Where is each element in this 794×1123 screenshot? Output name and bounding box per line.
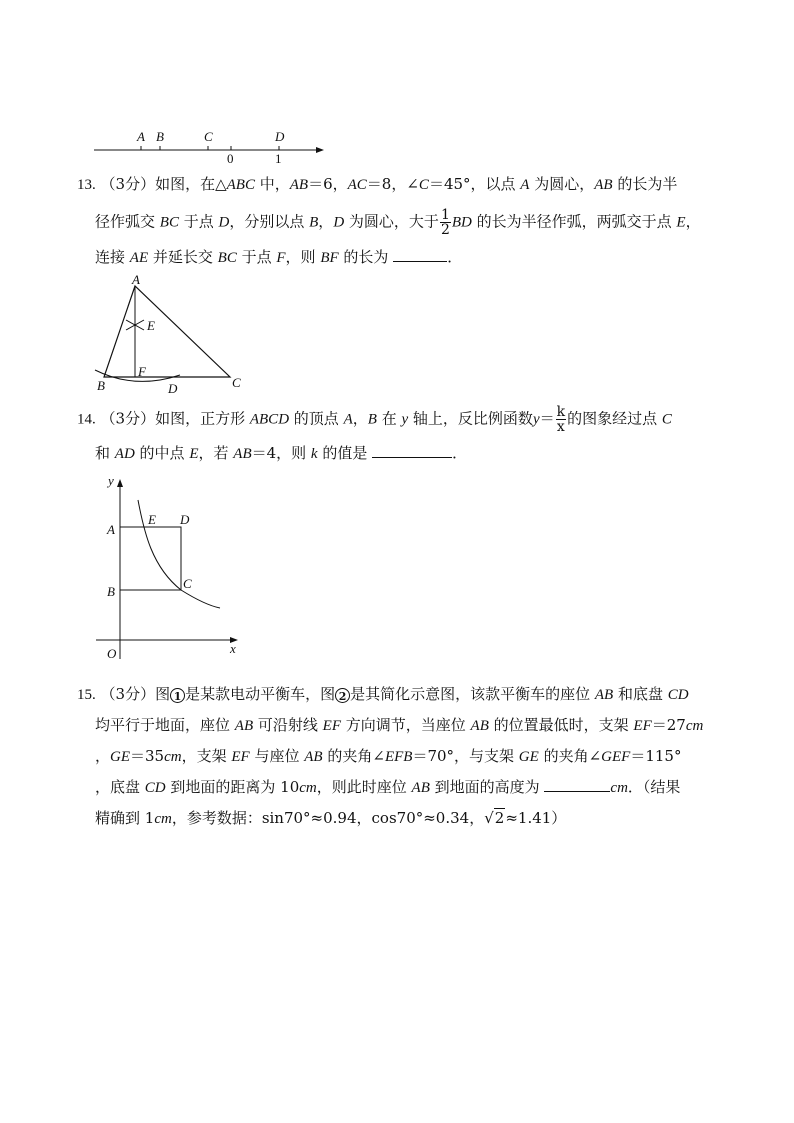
q13-fig-label-e: E [147,318,155,333]
q14-fig-label-o: O [107,646,117,661]
q14-coordinate-figure [92,472,252,664]
q14-fig-label-x: x [230,641,236,656]
number-line-figure [90,125,330,167]
q14-fig-label-y: y [108,473,114,488]
numberline-label-c: C [204,129,213,144]
q15-line-5: 精确到 1cm，参考数据：sin70°≈0.94，cos70°≈0.34，√2≈1.41） [95,809,567,827]
q13-fig-label-b: B [97,378,105,393]
q13-score: （3分） [100,175,156,193]
q13-line-3: 连接 AE 并延长交 BC 于点 F，则 BF 的长为 ． [95,248,463,266]
q14-line-2: 和 AD 的中点 E，若 AB＝4，则 k 的值是 ． [95,444,468,462]
q13-fig-label-d: D [168,381,178,394]
q14-fig-label-d: D [180,512,190,527]
q14-fig-label-b: B [107,584,115,599]
q13-triangle-figure [90,272,260,394]
q13-fig-label-f: F [138,364,146,379]
q13-fig-label-a: A [132,272,140,287]
q14-fig-label-a: A [107,522,115,537]
q13-answer-blank[interactable] [393,247,447,262]
sqrt-radicand: 2 [494,809,505,827]
q15-number: 15. [77,687,96,703]
numberline-label-b: B [156,129,164,144]
fraction-one-half: $\frac{1}{2}$ [440,207,450,238]
q14-score: （3分） [100,409,156,428]
q13-line-1: 13. （3分）如图，在△ABC 中，AB＝6，AC＝8，∠C＝45°，以点 A 为圆心，AB 的长为半 [77,175,678,193]
q14-answer-blank[interactable] [372,443,452,458]
numberline-tick-1: 1 [275,151,282,166]
q14-number: 14. [77,411,96,428]
fraction-k-over-x: $\frac{k}{x}$ [556,404,566,435]
circled-number-2: 2 [335,688,350,703]
q15-line-4: ，底盘 CD 到地面的距离为 10cm，则此时座位 AB 到地面的高度为 cm．（结果 [95,778,681,796]
q15-answer-blank[interactable] [544,777,610,792]
q15-line-2: 均平行于地面，座位 AB 可沿射线 EF 方向调节，当座位 AB 的位置最低时，支架 EF＝27cm [95,716,704,734]
q15-line-1: 15. （3分）图 1 是某款电动平衡车，图 2 是其简化示意图，该款平衡车的座位 AB 和底盘 CD [77,685,689,703]
q13-number: 13. [77,177,96,193]
q15-line-3: ，GE＝35cm，支架 EF 与座位 AB 的夹角∠EFB＝70°，与支架 GE 的夹角∠GEF＝115° [95,747,682,765]
q13-fig-label-c: C [232,375,241,390]
numberline-label-d: D [275,129,285,144]
q14-line-1: 14. （3分）如图，正方形 ABCD 的顶点 A，B 在 y 轴上，反比例函数y＝ $\frac{k}{x}$ 的图象经过点 C [77,404,672,435]
numberline-label-a: A [137,129,145,144]
circled-number-1: 1 [170,688,185,703]
q13-line-2: 径作弧交 BC 于点 D，分别以点 B，D 为圆心，大于 $\frac{1}{2}$ BD 的长为半径作弧，两弧交于点 E， [95,207,701,238]
q14-fig-label-e: E [148,512,156,527]
numberline-tick-0: 0 [227,151,234,166]
sqrt-symbol: √ [484,809,494,827]
q14-fig-label-c: C [183,576,192,591]
